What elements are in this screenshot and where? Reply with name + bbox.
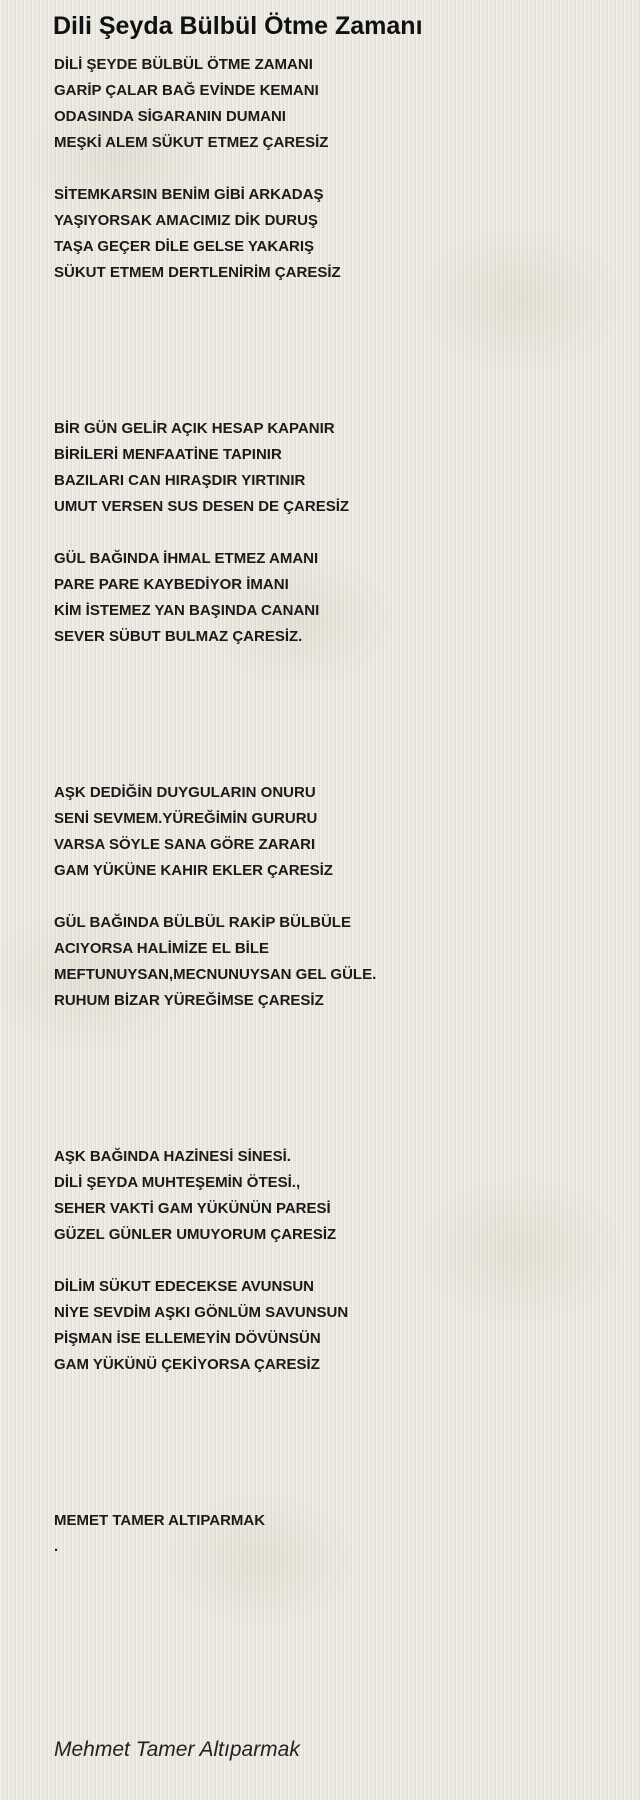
poem-line: GAM YÜKÜNÜ ÇEKİYORSA ÇARESİZ	[54, 1356, 320, 1373]
poem-line: GÜL BAĞINDA BÜLBÜL RAKİP BÜLBÜLE	[54, 914, 351, 931]
poem-line: ACIYORSA HALİMİZE EL BİLE	[54, 940, 270, 957]
author-signature: Mehmet Tamer Altıparmak	[54, 1738, 300, 1761]
poem-line: SEHER VAKTİ GAM YÜKÜNÜN PARESİ	[54, 1200, 331, 1217]
poem-line: GARİP ÇALAR BAĞ EVİNDE KEMANI	[54, 82, 319, 99]
poem-line: SEVER SÜBUT BULMAZ ÇARESİZ.	[54, 628, 303, 645]
stanza-spacer	[54, 1248, 614, 1274]
stanza-8	[54, 1274, 614, 1378]
stanza-2	[54, 182, 614, 286]
poem-line: SENİ SEVMEM.YÜREĞİMİN GURURU	[54, 810, 318, 827]
stanza-3	[54, 416, 614, 520]
author-name: MEMET TAMER ALTIPARMAK	[54, 1512, 266, 1529]
section-spacer	[54, 1014, 614, 1144]
poem-line: TAŞA GEÇER DİLE GELSE YAKARIŞ	[54, 238, 315, 255]
poem-line: MEFTUNUYSAN,MECNUNUYSAN GEL GÜLE.	[54, 966, 377, 983]
poem-line: SİTEMKARSIN BENİM GİBİ ARKADAŞ	[54, 186, 324, 203]
section-spacer	[54, 650, 614, 780]
stanza-1	[54, 52, 614, 156]
stanza-6	[54, 910, 614, 1014]
poem-line: AŞK BAĞINDA HAZİNESİ SİNESİ.	[54, 1148, 291, 1165]
poem-title: Dili Şeyda Bülbül Ötme Zamanı	[53, 12, 423, 40]
poem-line: DİLİM SÜKUT EDECEKSE AVUNSUN	[54, 1278, 315, 1295]
poem-line: GAM YÜKÜNE KAHIR EKLER ÇARESİZ	[54, 862, 333, 879]
stanza-5	[54, 780, 614, 884]
stanza-spacer	[54, 156, 614, 182]
poem-line: BİRİLERİ MENFAATİNE TAPINIR	[54, 446, 282, 463]
stanza-4	[54, 546, 614, 650]
poem-line: YAŞIYORSAK AMACIMIZ DİK DURUŞ	[54, 212, 318, 229]
poem-line: NİYE SEVDİM AŞKI GÖNLÜM SAVUNSUN	[54, 1304, 349, 1321]
section-spacer	[54, 286, 614, 416]
poem-line: VARSA SÖYLE SANA GÖRE ZARARI	[54, 836, 316, 853]
poem-line: GÜL BAĞINDA İHMAL ETMEZ AMANI	[54, 550, 319, 567]
stanza-spacer	[54, 884, 614, 910]
section-spacer	[54, 1378, 614, 1508]
poem-line: GÜZEL GÜNLER UMUYORUM ÇARESİZ	[54, 1226, 337, 1243]
poem-line: PİŞMAN İSE ELLEMEYİN DÖVÜNSÜN	[54, 1330, 321, 1347]
poem-body	[54, 52, 614, 1560]
poem-line: BİR GÜN GELİR AÇIK HESAP KAPANIR	[54, 420, 335, 437]
poem-line: PARE PARE KAYBEDİYOR İMANI	[54, 576, 289, 593]
poem-line: UMUT VERSEN SUS DESEN DE ÇARESİZ	[54, 498, 350, 515]
poem-line: ODASINDA SİGARANIN DUMANI	[54, 108, 286, 125]
stanza-spacer	[54, 520, 614, 546]
stanza-7	[54, 1144, 614, 1248]
poem-line: SÜKUT ETMEM DERTLENİRİM ÇARESİZ	[54, 264, 341, 281]
poem-line: DİLİ ŞEYDE BÜLBÜL ÖTME ZAMANI	[54, 56, 313, 73]
poem-line: AŞK DEDİĞİN DUYGULARIN ONURU	[54, 784, 316, 801]
poem-line: BAZILARI CAN HIRAŞDIR YIRTINIR	[54, 472, 306, 489]
poem-line: MEŞKİ ALEM SÜKUT ETMEZ ÇARESİZ	[54, 134, 329, 151]
poem-line: DİLİ ŞEYDA MUHTEŞEMİN ÖTESİ.,	[54, 1174, 301, 1191]
poem-line: RUHUM BİZAR YÜREĞİMSE ÇARESİZ	[54, 992, 324, 1009]
author-dot: .	[54, 1538, 59, 1555]
poem-line: KİM İSTEMEZ YAN BAŞINDA CANANI	[54, 602, 320, 619]
